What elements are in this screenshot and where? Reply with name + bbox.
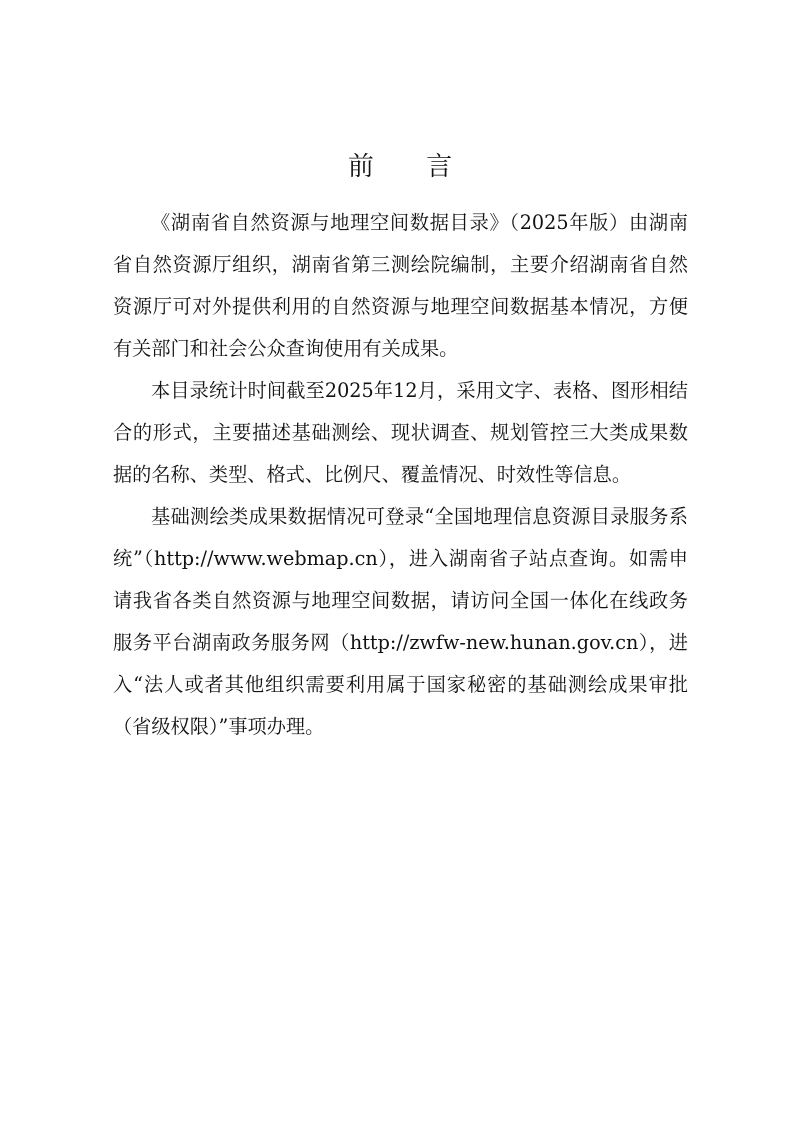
paragraph-scope: 本目录统计时间截至2025年12月，采用文字、表格、图形相结合的形式，主要描述基础测绘、现状调查、规划管控三大类成果数据的名称、类型、格式、比例尺、覆盖情况、时效性等信息。 (113, 379, 688, 486)
paragraph-access: 基础测绘类成果数据情况可登录“全国地理信息资源目录服务系统”（http://www.webmap.cn），进入湖南省子站点查询。如需申请我省各类自然资源与地理空间数据，请访问全国一体化在线政务服务平台湖南政务服务网（http://zwfw-new.hunan.gov.cn），进入“法人或者其他组织需要利用属于国家秘密的基础测绘成果审批（省级权限）”事项办理。 (113, 505, 688, 738)
page-title: 前 言 (347, 152, 475, 182)
preface-body (113, 202, 688, 748)
paragraph-intro: 《湖南省自然资源与地理空间数据目录》（2025年版）由湖南省自然资源厅组织，湖南省第三测绘院编制，主要介绍湖南省自然资源厅可对外提供利用的自然资源与地理空间数据基本情况，方便有关部门和社会公众查询使用有关成果。 (113, 211, 688, 360)
